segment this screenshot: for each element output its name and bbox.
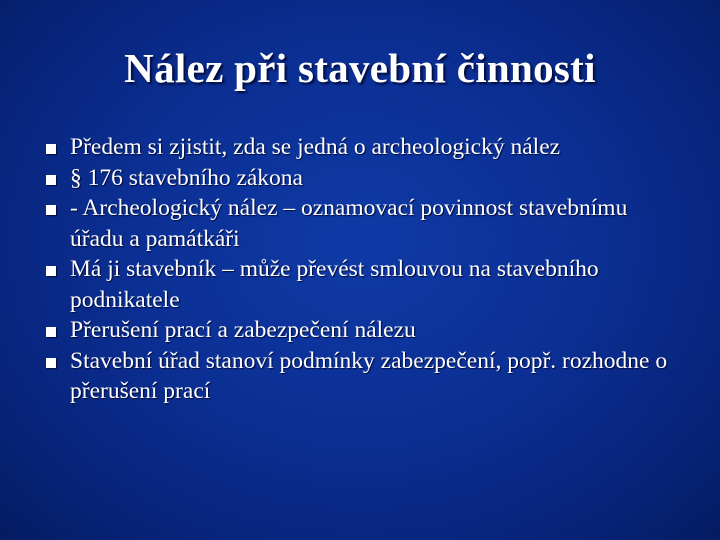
bullet-item bbox=[46, 193, 686, 254]
square-bullet-icon bbox=[46, 327, 56, 337]
bullet-item bbox=[46, 315, 686, 346]
bullet-item bbox=[46, 254, 686, 315]
bullet-text: Předem si zjistit, zda se jedná o archeologický nález bbox=[70, 134, 561, 160]
bullet-text: Má ji stavebník – může převést smlouvou na stavebního podnikatele bbox=[70, 256, 599, 313]
square-bullet-icon bbox=[46, 358, 56, 368]
bullet-text: Stavební úřad stanoví podmínky zabezpečení, popř. rozhodne o přerušení prací bbox=[70, 347, 668, 404]
square-bullet-icon bbox=[46, 144, 56, 154]
bullet-text: Přerušení prací a zabezpečení nálezu bbox=[70, 317, 416, 343]
square-bullet-icon bbox=[46, 205, 56, 215]
bullet-list bbox=[46, 132, 686, 407]
square-bullet-icon bbox=[46, 175, 56, 185]
bullet-item bbox=[46, 132, 686, 163]
slide-title: Nález při stavební činnosti bbox=[124, 45, 596, 91]
square-bullet-icon bbox=[46, 266, 56, 276]
bullet-text: § 176 stavebního zákona bbox=[70, 164, 303, 191]
bullet-text: - Archeologický nález – oznamovací povinnost stavebnímu úřadu a památkáři bbox=[70, 195, 628, 252]
bullet-item bbox=[46, 163, 686, 194]
bullet-item bbox=[46, 346, 686, 407]
